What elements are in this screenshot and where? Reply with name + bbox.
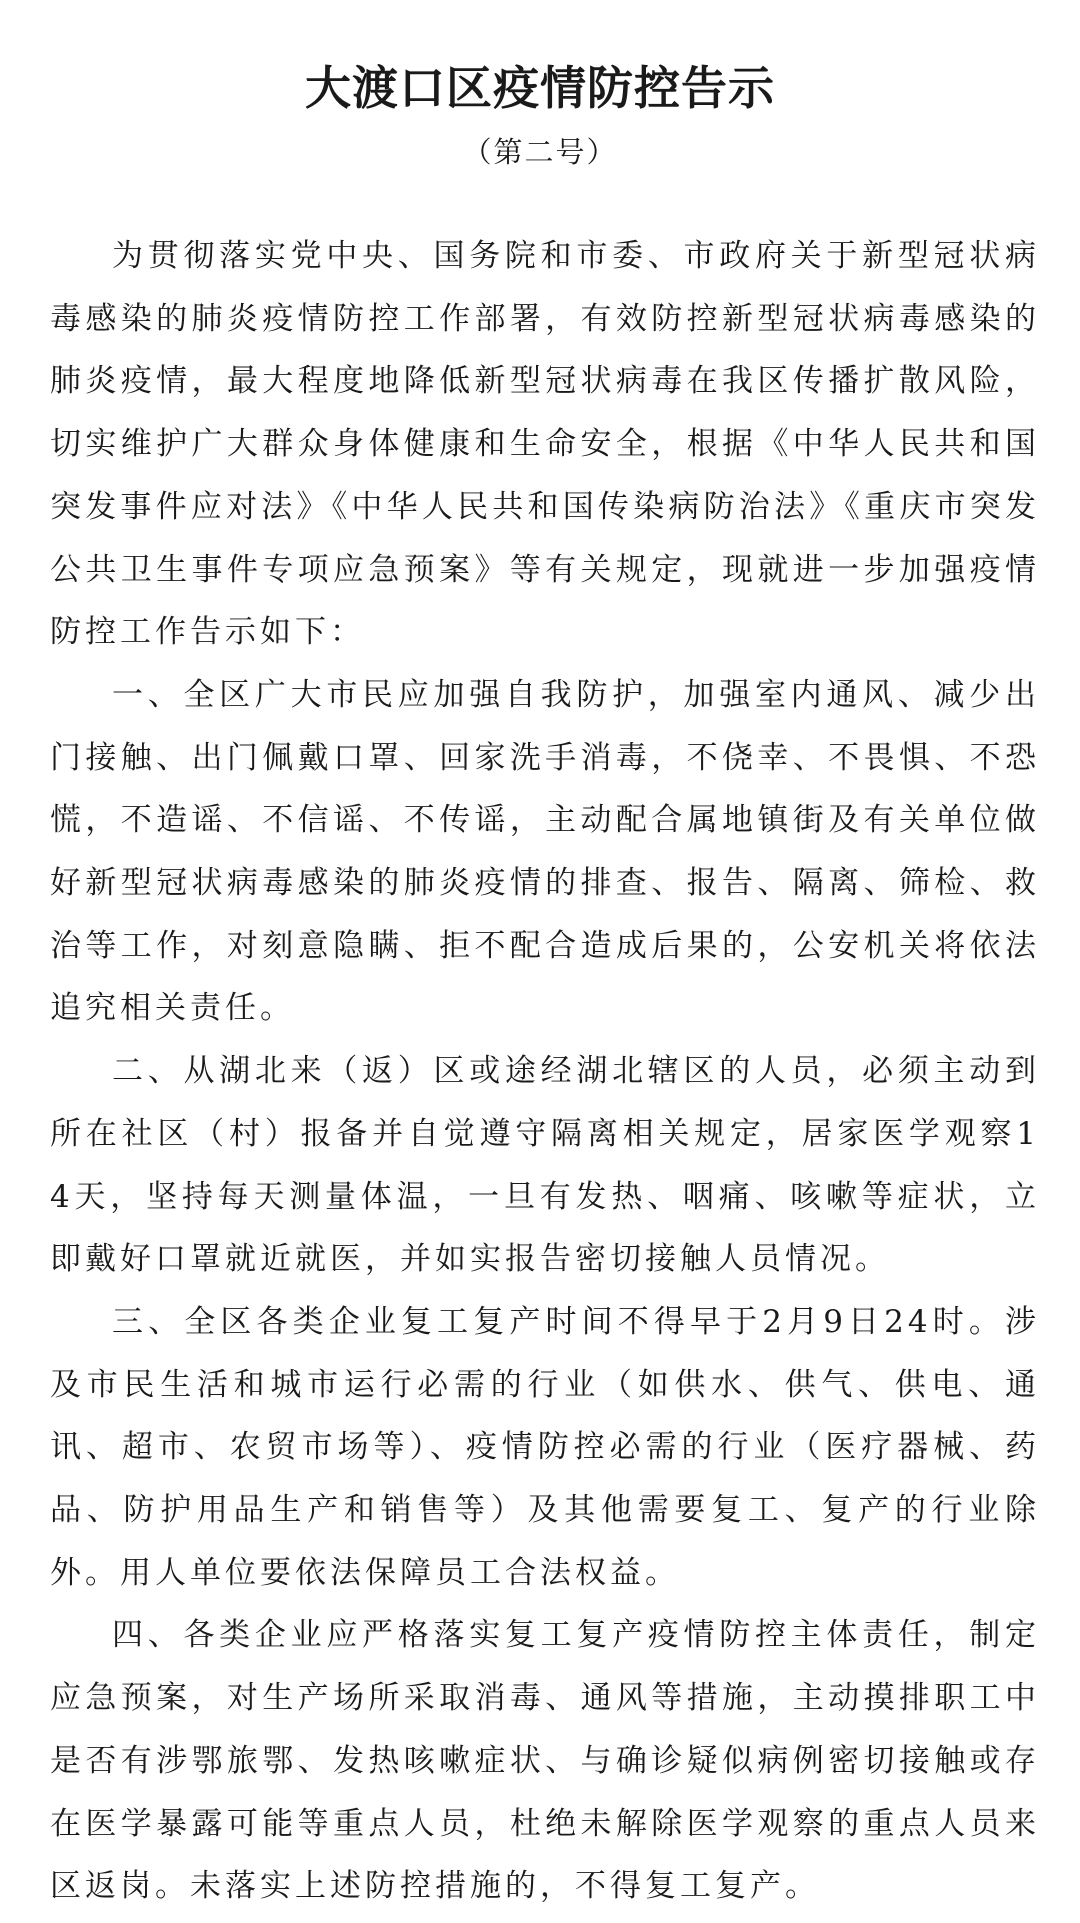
document-title: 大渡口区疫情防控告示 bbox=[305, 61, 775, 115]
paragraph-item-1: 一、全区广大市民应加强自我防护，加强室内通风、减少出门接触、出门佩戴口罩、回家洗手消毒，不侥幸、不畏惧、不恐慌，不造谣、不信谣、不传谣，主动配合属地镇街及有关单位做好新型冠状病毒感染的肺炎疫情的排查、报告、隔离、筛检、救治等工作，对刻意隐瞒、拒不配合造成后果的，公安机关将依法追究相关责任。 bbox=[50, 676, 1040, 1027]
paragraph-item-4: 四、各类企业应严格落实复工复产疫情防控主体责任，制定应急预案，对生产场所采取消毒、通风等措施，主动摸排职工中是否有涉鄂旅鄂、发热咳嗽症状、与确诊疑似病例密切接触或存在医学暴露可能等重点人员，杜绝未解除医学观察的重点人员来区返岗。未落实上述防控措施的，不得复工复产。 bbox=[50, 1617, 1040, 1905]
document-subtitle: （第二号） bbox=[462, 135, 618, 169]
paragraph-intro: 为贯彻落实党中央、国务院和市委、市政府关于新型冠状病毒感染的肺炎疫情防控工作部署，有效防控新型冠状病毒感染的肺炎疫情，最大程度地降低新型冠状病毒在我区传播扩散风险，切实维护广大群众身体健康和生命安全，根据《中华人民共和国突发事件应对法》《中华人民共和国传染病防治法》《重庆市突发公共卫生事件专项应急预案》等有关规定，现就进一步加强疫情防控工作告示如下： bbox=[50, 238, 1040, 651]
paragraph-item-2: 二、从湖北来（返）区或途经湖北辖区的人员，必须主动到所在社区（村）报备并自觉遵守隔离相关规定，居家医学观察14天，坚持每天测量体温，一旦有发热、咽痛、咳嗽等症状，立即戴好口罩就近就医，并如实报告密切接触人员情况。 bbox=[50, 1053, 1040, 1278]
document-body bbox=[50, 225, 1040, 1918]
paragraph-item-3: 三、全区各类企业复工复产时间不得早于2月9日24时。涉及市民生活和城市运行必需的行业（如供水、供气、供电、通讯、超市、农贸市场等）、疫情防控必需的行业（医疗器械、药品、防护用品生产和销售等）及其他需要复工、复产的行业除外。用人单位要依法保障员工合法权益。 bbox=[50, 1303, 1040, 1591]
